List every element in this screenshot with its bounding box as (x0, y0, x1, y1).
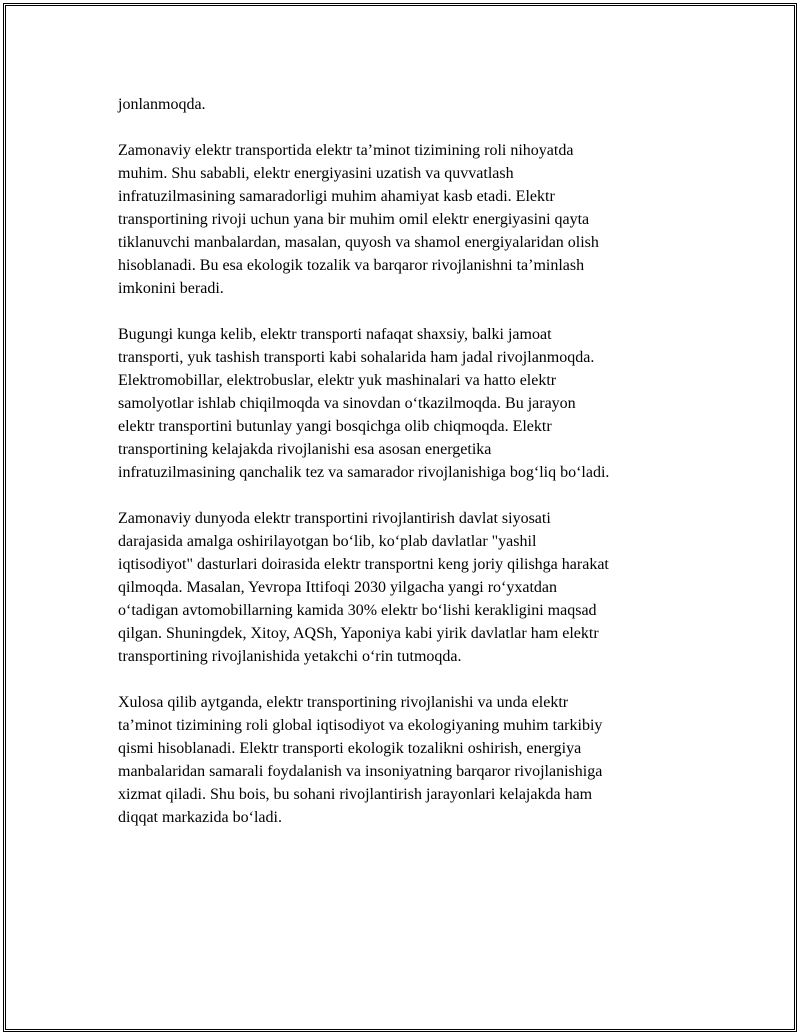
paragraph-conclusion: Xulosa qilib aytganda, elektr transportining rivojlanishi va unda elektr ta’minot tizimining roli global iqtisodiyot va ekologiyaning muhim tarkibiy qismi hisoblanadi. Elektr transporti ekologik tozalikni oshirish, energiya manbalaridan samarali foydalanish va insoniyatning barqaror rivojlanishiga xizmat qiladi. Shu bois, bu sohani rivojlantirish jarayonlari kelajakda ham diqqat markazida bo‘ladi. (118, 694, 603, 826)
paragraph-power-supply-role: Zamonaviy elektr transportida elektr ta’minot tizimining roli nihoyatda muhim. Shu sababli, elektr energiyasini uzatish va quvvatlash infratuzilmasining samaradorligi muhim ahamiyat kasb etadi. Elektr transportining rivoji uchun yana bir muhim omil elektr energiyasini qayta tiklanuvchi manbalardan, masalan, quyosh va shamol energiyalaridan olish hisoblanadi. Bu esa ekologik tozalik va barqaror rivojlanishni ta’minlash imkonini beradi. (118, 142, 599, 297)
paragraph-transport-development: Bugungi kunga kelib, elektr transporti nafaqat shaxsiy, balki jamoat transporti, yuk tashish transporti kabi sohalarida ham jadal rivojlanmoqda. Elektromobillar, elektrobuslar, elektr yuk mashinalari va hatto elektr samolyotlar ishlab chiqilmoqda va sinovdan o‘tkazilmoqda. Bu jarayon elektr transportini butunlay yangi bosqichga olib chiqmoqda. Elektr transportining kelajakda rivojlanishi esa asosan energetika infratuzilmasining qanchalik tez va samarador rivojlanishiga bog‘liq bo‘ladi. (118, 326, 610, 481)
paragraph-continuation: jonlanmoqda. (118, 96, 206, 113)
document-body (118, 93, 718, 852)
paragraph-state-policy: Zamonaviy dunyoda elektr transportini rivojlantirish davlat siyosati darajasida amalga oshirilayotgan bo‘lib, ko‘plab davlatlar "yashil iqtisodiyot" dasturlari doirasida elektr transportni keng joriy qilishga harakat qilmoqda. Masalan, Yevropa Ittifoqi 2030 yilgacha yangi ro‘yxatdan o‘tadigan avtomobillarning kamida 30% elektr bo‘lishi kerakligini maqsad qilgan. Shuningdek, Xitoy, AQSh, Yaponiya kabi yirik davlatlar ham elektr transportining rivojlanishida yetakchi o‘rin tutmoqda. (118, 510, 609, 665)
